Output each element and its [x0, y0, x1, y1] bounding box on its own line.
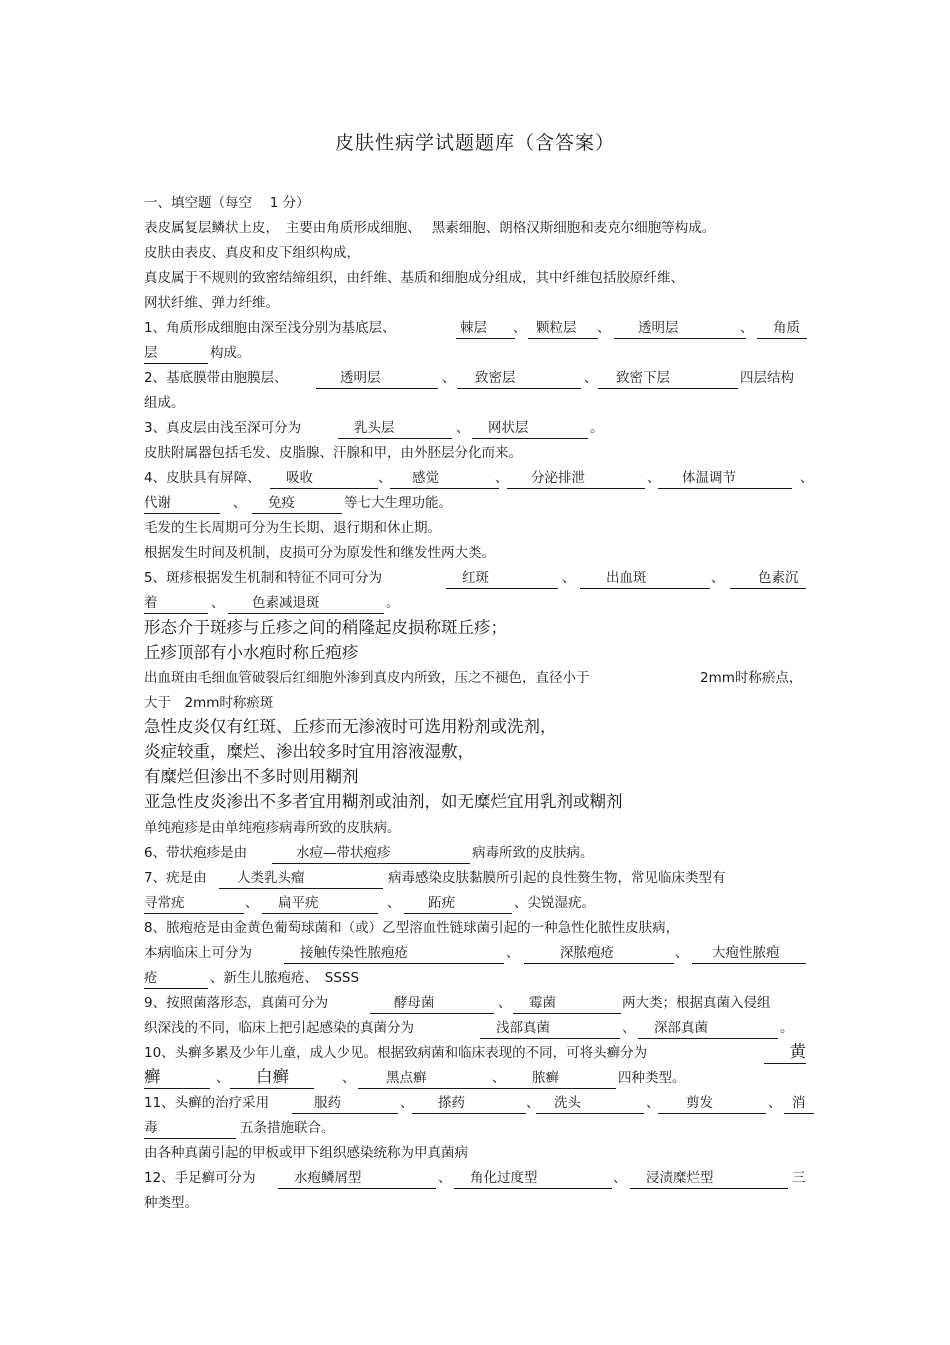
question-text: 构成。 — [210, 345, 251, 361]
question-text: 四层结构 — [740, 370, 794, 386]
separator: 、 — [622, 1020, 636, 1036]
question-text: 病毒所致的皮肤病。 — [472, 845, 594, 861]
separator: 、 — [442, 370, 456, 386]
question-text: 9、按照菌落形态，真菌可分为 — [144, 995, 329, 1011]
answer-blank: 代谢 — [144, 493, 220, 514]
paragraph: 大于 2mm时称瘀斑 — [144, 695, 274, 711]
paragraph: 根据发生时间及机制，皮损可分为原发性和继发性两大类。 — [144, 545, 495, 561]
answer-blank: 颗粒层 — [528, 318, 598, 339]
answer-blank: 深脓疱疮 — [524, 943, 674, 964]
question-text: 四种类型。 — [618, 1070, 686, 1086]
question-text: 1、角质形成细胞由深至浅分别为基底层、 — [144, 320, 396, 336]
separator: 、 — [768, 1095, 782, 1111]
paragraph: 2mm时称瘀点， — [700, 670, 803, 686]
question-text: 8、脓疱疮是由金黄色葡萄球菌和（或）乙型溶血性链球菌引起的一种急性化脓性皮肤病， — [144, 920, 680, 936]
answer-blank: 水疱鳞屑型 — [278, 1168, 436, 1189]
separator: 、 — [800, 470, 814, 486]
answer-blank: 跖疣 — [404, 893, 512, 914]
paragraph: 丘疹顶部有小水疱时称丘疱疹 — [144, 643, 359, 662]
question-text: 病毒感染皮肤黏膜所引起的良性赘生物，常见临床类型有 — [388, 870, 726, 886]
separator: 、 — [495, 470, 509, 486]
separator: 、 — [740, 320, 754, 336]
answer-blank: 消 — [784, 1093, 814, 1114]
answer-blank: 网状层 — [472, 418, 588, 439]
separator: 、 — [216, 1070, 230, 1086]
question-text: 五条措施联合。 — [240, 1120, 335, 1136]
answer-blank: 人类乳头瘤 — [219, 868, 383, 889]
answer-blank: 透明层 — [316, 368, 438, 389]
question-text: 10、头癣多累及少年儿童，成人少见。根据致病菌和临床表现的不同，可将头癣分为 — [144, 1045, 648, 1061]
answer-blank: 棘层 — [456, 318, 515, 339]
separator: 、 — [387, 895, 401, 911]
separator: 、 — [245, 895, 259, 911]
answer-blank: 色素减退斑 — [228, 593, 384, 614]
separator: 、 — [646, 1095, 660, 1111]
answer-blank: 毒 — [144, 1118, 236, 1139]
answer-blank: 酵母菌 — [370, 993, 494, 1014]
page-title: 皮肤性病学试题题库（含答案） — [334, 132, 615, 154]
question-text: 6、带状疱疹是由 — [144, 845, 248, 861]
paragraph: 出血斑由毛细血管破裂后红细胞外渗到真皮内所致，压之不褪色，直径小于 — [144, 670, 590, 686]
answer-blank: 白癣 — [230, 1065, 314, 1089]
question-text: 组成。 — [144, 395, 185, 411]
question-text: 5、斑疹根据发生机制和特征不同可分为 — [144, 570, 383, 586]
answer-blank: 扁平疣 — [262, 893, 378, 914]
question-text: 4、皮肤具有屏障、 — [144, 470, 261, 486]
question-text: 、新生儿脓疱疮、 SSSS — [210, 970, 360, 986]
separator: 、 — [526, 1095, 540, 1111]
question-text: 。 — [590, 420, 604, 436]
separator: 、 — [711, 570, 725, 586]
paragraph: 由各种真菌引起的甲板或甲下组织感染统称为甲真菌病 — [144, 1145, 468, 1161]
answer-blank: 接触传染性脓疱疮 — [284, 943, 504, 964]
answer-blank: 黑点癣 — [358, 1068, 514, 1089]
answer-blank: 免疫 — [252, 493, 342, 514]
separator: 、 — [613, 1170, 627, 1186]
question-text: 7、疣是由 — [144, 870, 207, 886]
separator: 、 — [233, 495, 247, 511]
answer-blank: 脓癣 — [506, 1068, 616, 1089]
answer-blank: 致密层 — [457, 368, 581, 389]
paragraph: 急性皮炎仅有红斑、丘疹而无渗液时可选用粉剂或洗剂， — [144, 717, 557, 736]
answer-blank: 洗头 — [536, 1093, 644, 1114]
separator: 、 — [438, 1170, 452, 1186]
answer-blank: 体温调节 — [658, 468, 792, 489]
answer-blank: 着 — [144, 593, 208, 614]
question-text: 。 — [386, 595, 400, 611]
question-text: 12、手足癣可分为 — [144, 1170, 256, 1186]
separator: 、 — [211, 595, 225, 611]
separator: 、 — [400, 1095, 414, 1111]
answer-blank: 水痘—带状疱疹 — [272, 843, 470, 864]
separator: 、 — [647, 470, 661, 486]
answer-blank: 癣 — [144, 1065, 210, 1089]
answer-blank: 致密下层 — [598, 368, 738, 389]
paragraph: 亚急性皮炎渗出不多者宜用糊剂或油剂，如无糜烂宜用乳剂或糊剂 — [144, 792, 623, 811]
paragraph: 网状纤维、弹力纤维。 — [144, 295, 279, 311]
separator: 、 — [378, 470, 392, 486]
separator: 、 — [597, 320, 611, 336]
paragraph: 毛发的生长周期可分为生长期、退行期和休止期。 — [144, 520, 441, 536]
paragraph: 皮肤由表皮、真皮和皮下组织构成， — [144, 245, 360, 261]
answer-blank: 寻常疣 — [144, 893, 244, 914]
answer-blank: 透明层 — [614, 318, 746, 339]
paragraph: 有糜烂但渗出不多时则用糊剂 — [144, 767, 359, 786]
paragraph: 真皮属于不规则的致密结缔组织，由纤维、基质和细胞成分组成，其中纤维包括胶原纤维、 — [144, 270, 684, 286]
answer-blank: 服药 — [292, 1093, 398, 1114]
answer-blank: 霉菌 — [513, 993, 621, 1014]
answer-blank: 浸渍糜烂型 — [630, 1168, 788, 1189]
question-text: 3、真皮层由浅至深可分为 — [144, 420, 302, 436]
question-text: 织深浅的不同，临床上把引起感染的真菌分为 — [144, 1020, 414, 1036]
answer-blank: 疮 — [144, 968, 208, 989]
section-heading: 一、填空题（每空 1 分） — [144, 195, 310, 211]
question-text: 两大类；根据真菌入侵组 — [622, 995, 771, 1011]
paragraph: 皮肤附属器包括毛发、皮脂腺、汗腺和甲，由外胚层分化而来。 — [144, 445, 522, 461]
paragraph: 单纯疱疹是由单纯疱疹病毒所致的皮肤病。 — [144, 820, 401, 836]
separator: 、 — [506, 945, 520, 961]
answer-blank: 浅部真菌 — [480, 1018, 620, 1039]
question-text: 三 — [792, 1170, 806, 1186]
separator: 、 — [456, 420, 470, 436]
question-text: 本病临床上可分为 — [144, 945, 252, 961]
separator: 、 — [584, 370, 598, 386]
answer-blank: 层 — [144, 343, 208, 364]
paragraph: 炎症较重，糜烂、渗出较多时宜用溶液湿敷， — [144, 742, 474, 761]
answer-blank: 搽药 — [412, 1093, 526, 1114]
answer-blank: 角化过度型 — [454, 1168, 612, 1189]
answer-blank: 大疱性脓疱 — [692, 943, 806, 964]
separator: 、 — [498, 995, 512, 1011]
question-text: 。 — [780, 1020, 794, 1036]
separator: 、 — [342, 1070, 356, 1086]
answer-blank: 红斑 — [446, 568, 558, 589]
answer-blank: 角质 — [757, 318, 807, 339]
answer-blank: 乳头层 — [338, 418, 452, 439]
answer-blank: 吸收 — [270, 468, 378, 489]
separator: 、 — [675, 945, 689, 961]
separator: 、 — [492, 1070, 506, 1086]
separator: 、 — [562, 570, 576, 586]
answer-blank: 剪发 — [658, 1093, 766, 1114]
question-text: 2、基底膜带由胞膜层、 — [144, 370, 288, 386]
question-text: 11、头癣的治疗采用 — [144, 1095, 270, 1111]
answer-blank: 感觉 — [390, 468, 499, 489]
paragraph: 表皮属复层鳞状上皮， 主要由角质形成细胞、 黑素细胞、朗格汉斯细胞和麦克尔细胞等构成。 — [144, 220, 716, 236]
separator: 、 — [513, 320, 527, 336]
question-text: 种类型。 — [144, 1195, 198, 1211]
answer-blank: 分泌排泄 — [507, 468, 645, 489]
answer-blank: 深部真菌 — [638, 1018, 778, 1039]
paragraph: 形态介于斑疹与丘疹之间的稍隆起皮损称斑丘疹； — [144, 618, 507, 637]
question-text: 等七大生理功能。 — [344, 495, 452, 511]
question-text: 、尖锐湿疣。 — [514, 895, 595, 911]
answer-blank: 出血斑 — [580, 568, 710, 589]
answer-blank: 色素沉 — [730, 568, 806, 589]
answer-blank: 黄 — [764, 1040, 806, 1064]
